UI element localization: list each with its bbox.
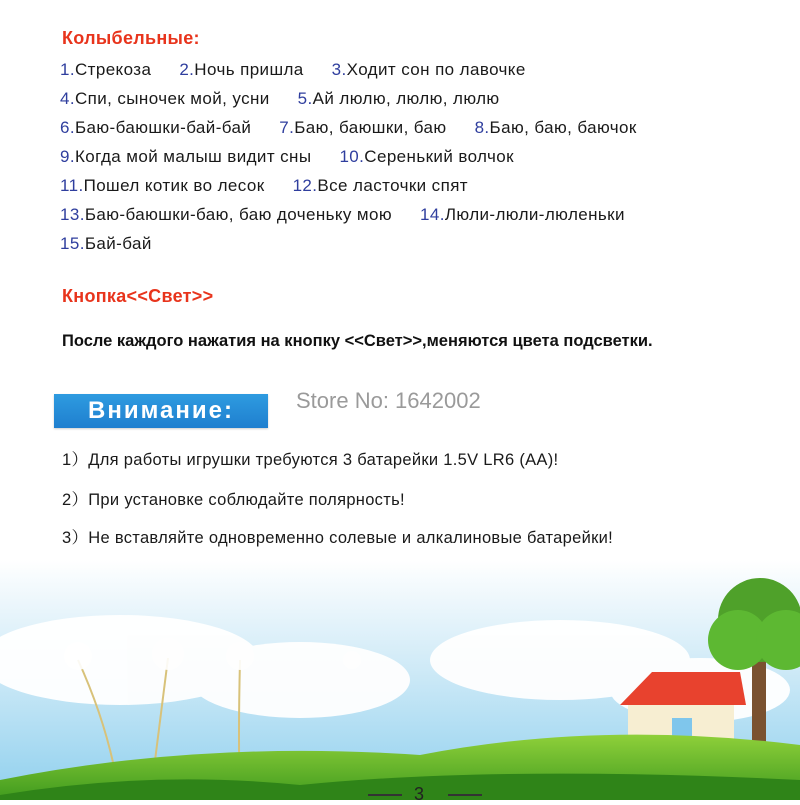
lullaby-item — [60, 60, 151, 80]
lullaby-title: Ходит сон по лавочке — [346, 60, 526, 79]
lullaby-title: Бай-бай — [84, 234, 152, 253]
lullaby-item — [179, 60, 303, 80]
lullaby-item — [420, 205, 625, 225]
lullaby-item — [60, 234, 152, 254]
light-button-description: После каждого нажатия на кнопку <<Свет>>,меняются цвета подсветки. — [62, 332, 653, 350]
lullaby-item — [60, 205, 392, 225]
page-number: 3 — [414, 784, 425, 804]
lullaby-row — [60, 147, 542, 167]
lullaby-number: 10. — [339, 147, 365, 166]
lullaby-number: 4. — [60, 89, 75, 108]
lullaby-item — [293, 176, 468, 196]
lullaby-number: 11. — [60, 176, 84, 195]
lullaby-title: Спи, сыночек мой, усни — [74, 89, 270, 108]
lullaby-item — [332, 60, 526, 80]
attention-banner: Внимание: — [54, 394, 268, 428]
lullaby-title: Ночь пришла — [194, 60, 304, 79]
lullaby-title: Баю-баюшки-баю, баю доченьку мою — [84, 205, 393, 224]
lullabies-heading: Колыбельные: — [62, 28, 200, 48]
lullaby-item — [339, 147, 514, 167]
lullaby-item — [60, 147, 311, 167]
lullaby-item — [60, 89, 270, 109]
page-line-left — [368, 794, 402, 796]
lullaby-item — [475, 118, 637, 138]
lullaby-number: 8. — [474, 118, 490, 137]
lullaby-item — [60, 118, 251, 138]
lullaby-item — [298, 89, 500, 109]
lullaby-number: 3. — [331, 60, 347, 79]
lullaby-number: 9. — [60, 147, 75, 166]
lullaby-title: Все ласточки спят — [317, 176, 468, 195]
lullaby-title: Баю, баюшки, баю — [294, 118, 447, 137]
lullaby-title: Когда мой малыш видит сны — [74, 147, 312, 166]
page-line-right — [448, 794, 482, 796]
lullaby-row — [60, 205, 653, 225]
lullaby-number: 14. — [420, 205, 445, 224]
lullaby-number: 7. — [279, 118, 295, 137]
lullaby-number: 2. — [179, 60, 195, 79]
lullaby-title: Пошел котик во лесок — [83, 176, 265, 195]
lullaby-row — [60, 118, 665, 138]
lullaby-item — [60, 176, 265, 196]
lullaby-number: 13. — [60, 205, 85, 224]
light-button-heading: Кнопка<<Свет>> — [62, 286, 214, 306]
lullaby-item — [279, 118, 446, 138]
battery-note-1: 1）Для работы игрушки требуются 3 батарейки 1.5V LR6 (AA)! — [62, 451, 559, 469]
lullaby-row — [60, 234, 180, 254]
lullaby-title: Стрекоза — [74, 60, 152, 79]
lullaby-title: Серенький волчок — [364, 147, 514, 166]
lullaby-number: 6. — [60, 118, 75, 137]
lullaby-title: Баю-баюшки-бай-бай — [74, 118, 252, 137]
lullaby-title: Люли-люли-люленьки — [444, 205, 625, 224]
lullaby-number: 5. — [297, 89, 313, 108]
lullaby-title: Ай люлю, люлю, люлю — [312, 89, 500, 108]
landscape-illustration — [0, 540, 800, 800]
battery-note-3: 3）Не вставляйте одновременно солевые и алкалиновые батарейки! — [62, 529, 614, 547]
lullaby-row — [60, 89, 528, 109]
lullaby-row — [60, 60, 554, 80]
battery-note-2: 2）При установке соблюдайте полярность! — [62, 491, 405, 509]
lullaby-number: 15. — [60, 234, 85, 253]
lullaby-number: 12. — [292, 176, 318, 195]
lullaby-row — [60, 176, 496, 196]
store-number-watermark: Store No: 1642002 — [296, 388, 481, 413]
lullaby-number: 1. — [60, 60, 75, 79]
lullaby-title: Баю, баю, баючок — [489, 118, 637, 137]
